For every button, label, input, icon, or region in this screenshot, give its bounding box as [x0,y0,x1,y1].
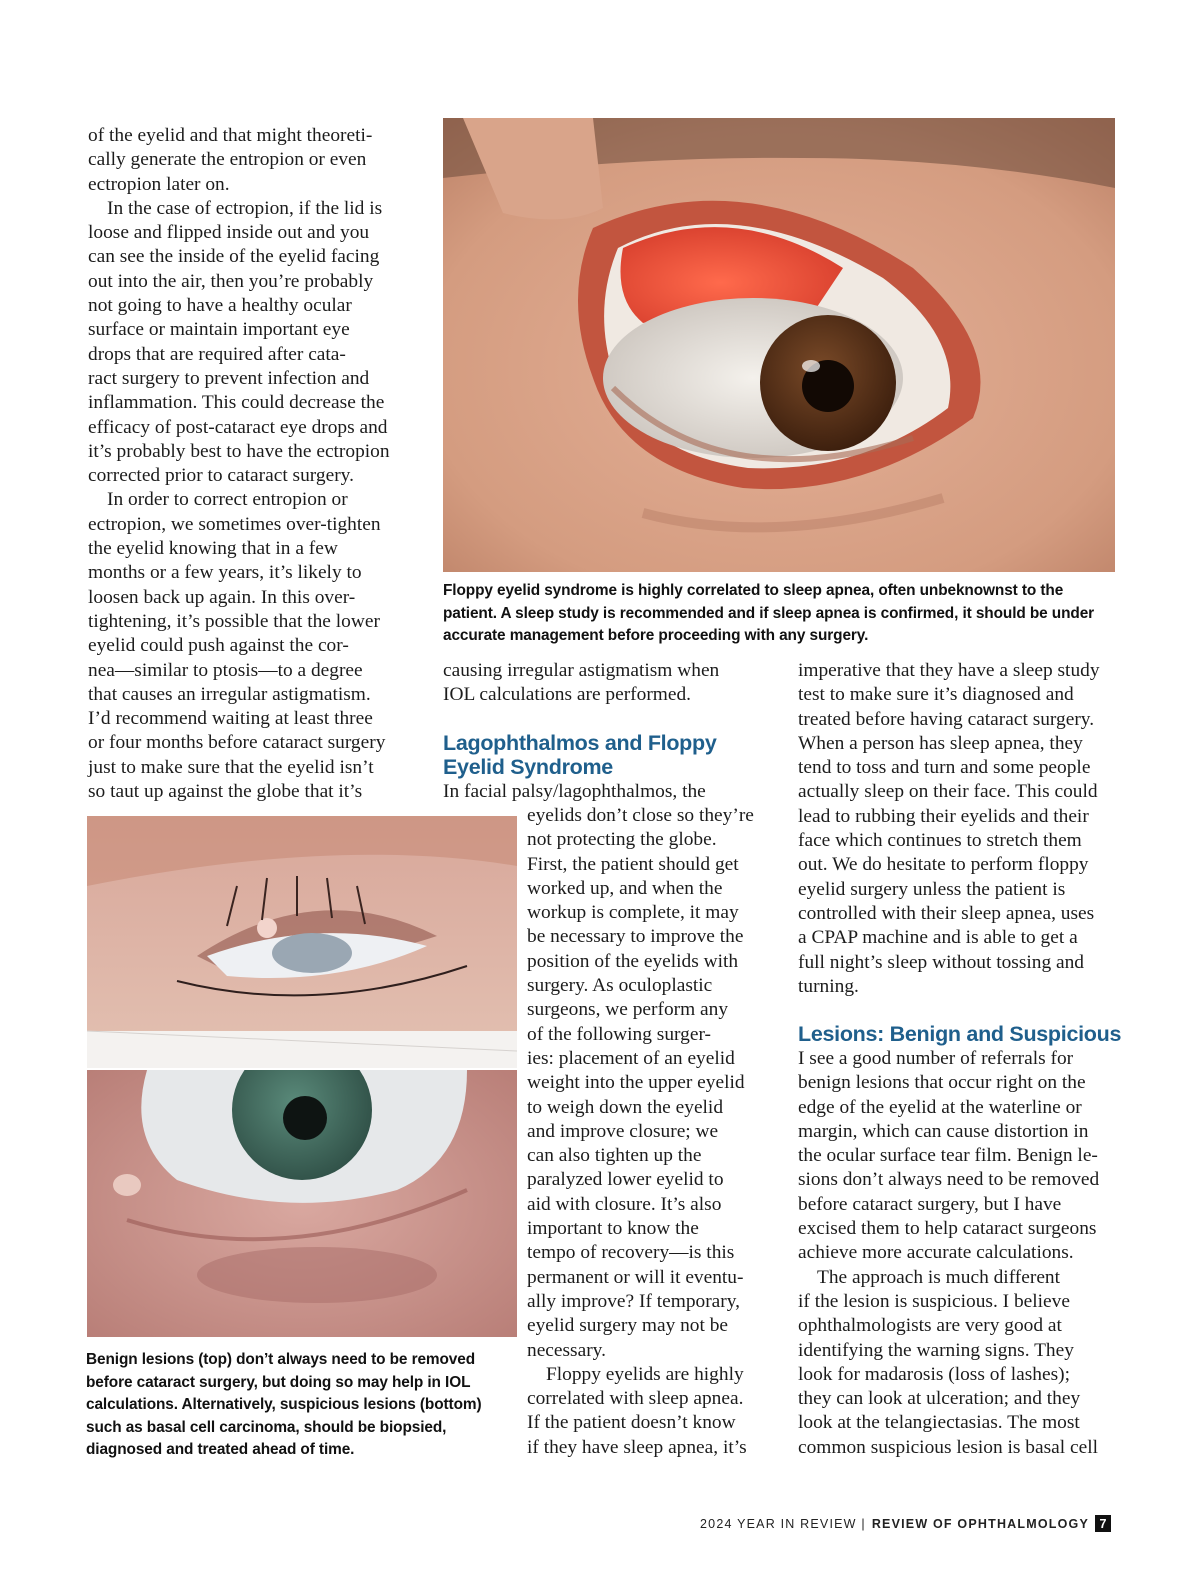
text-line: and improve closure; we [527,1120,719,1142]
text-line: face which continues to stretch them [798,830,1082,852]
text-line: full night’s sleep without tossing and [798,951,1085,973]
text-line: a CPAP machine and is able to get a [798,927,1078,949]
benign-lesion-photo [87,816,517,1068]
text-line: tend to toss and turn and some people [798,757,1091,779]
text-line: the ocular surface tear film. Benign le- [798,1145,1098,1167]
text-line: drops that are required after cata- [88,343,346,365]
section-heading-lagophthalmos [443,731,717,779]
text-line: inflammation. This could decrease the [88,392,385,414]
text-line: correlated with sleep apnea. [527,1388,744,1410]
text-line: such as basal cell carcinoma, should be biopsied, [86,1418,447,1436]
text-line: When a person has sleep apnea, they [798,732,1083,754]
text-line: eyelid surgery may not be [527,1315,729,1337]
text-line: if they have sleep apnea, it’s [527,1436,747,1458]
text-line: nea—similar to ptosis—to a degree [88,659,363,681]
text-line: actually sleep on their face. This could [798,781,1098,803]
text-line: permanent or will it eventu- [527,1266,744,1288]
text-line: not protecting the globe. [527,829,717,851]
text-line: common suspicious lesion is basal cell [798,1436,1098,1458]
text-line: to weigh down the eyelid [527,1096,724,1118]
text-line: ectropion later on. [88,173,230,195]
text-line: sions don’t always need to be removed [798,1169,1100,1191]
text-line: be necessary to improve the [527,926,744,948]
text-line: of the following surger- [527,1023,711,1045]
text-line: surgeons, we perform any [527,999,729,1021]
page-number: 7 [1095,1515,1111,1532]
text-line: surgery. As oculoplastic [527,975,713,997]
text-line: out into the air, then you’re probably [88,270,374,292]
footer-prefix: 2024 YEAR IN REVIEW | [700,1516,866,1531]
text-line: cally generate the entropion or even [88,149,367,171]
text-line: that causes an irregular astigmatism. [88,683,371,705]
text-line: before cataract surgery, but I have [798,1193,1062,1215]
suspicious-lesion-image [87,1070,517,1337]
middle-column-text [527,804,754,1460]
text-line: eyelid surgery unless the patient is [798,878,1066,900]
text-line: turning. [798,975,859,997]
suspicious-lesion-photo [87,1070,517,1337]
text-line: Benign lesions (top) don’t always need to be removed [86,1351,476,1368]
text-line: edge of the eyelid at the waterline or [798,1096,1082,1118]
middle-column-top-text [443,659,719,708]
text-line: lead to rubbing their eyelids and their [798,805,1089,827]
text-line: accurate management before proceeding with any surgery. [443,627,869,644]
text-line: of the eyelid and that might theoreti- [88,125,373,146]
text-line: tempo of recovery—is this [527,1242,735,1264]
text-line: if the lesion is suspicious. I believe [798,1290,1070,1312]
text-line: First, the patient should get [527,853,739,875]
text-line: ectropion, we sometimes over-tighten [88,513,381,535]
text-line: imperative that they have a sleep study [798,660,1100,681]
floppy-eyelid-photo [443,118,1115,572]
text-line: excised them to help cataract surgeons [798,1218,1097,1240]
text-line: workup is complete, it may [527,902,739,924]
text-line: achieve more accurate calculations. [798,1242,1074,1264]
text-line: efficacy of post-cataract eye drops and [88,416,388,438]
text-line: identifying the warning signs. They [798,1339,1074,1361]
text-line: not going to have a healthy ocular [88,295,352,317]
text-line: The approach is much different [817,1266,1061,1288]
lesions-caption [86,1349,482,1462]
text-line: weight into the upper eyelid [527,1072,745,1094]
text-line: eyelids don’t close so they’re [527,805,754,826]
text-line: treated before having cataract surgery. [798,708,1095,730]
footer-publication: REVIEW OF OPHTHALMOLOGY [871,1516,1089,1531]
text-line: patient. A sleep study is recommended and if sleep apnea is confirmed, it should be under [443,604,1095,622]
text-line: test to make sure it’s diagnosed and [798,684,1074,706]
text-line: Floppy eyelid syndrome is highly correlated to sleep apnea, often unbeknownst to the [443,582,1064,599]
right-column-top-text [798,659,1100,999]
right-column-bottom-text [798,1047,1099,1460]
middle-column-first-line-wrap [443,780,706,804]
heading-line-2: Eyelid Syndrome [443,755,613,779]
text-line: calculations. Alternatively, suspicious lesions (bottom) [86,1396,482,1413]
text-line: so taut up against the globe that it’s [88,781,363,803]
text-line: worked up, and when the [527,877,723,899]
text-line: I’d recommend waiting at least three [88,708,373,730]
text-line: causing irregular astigmatism when [443,660,720,681]
text-line: eyelid could push against the cor- [88,635,349,657]
text-line: ophthalmologists are very good at [798,1315,1062,1337]
heading-line-1: Lagophthalmos and Floppy [443,731,717,755]
text-line: In order to correct entropion or [107,489,348,511]
text-line: out. We do hesitate to perform floppy [798,854,1089,876]
text-line: margin, which can cause distortion in [798,1120,1089,1142]
text-line: ract surgery to prevent infection and [88,367,370,389]
text-line: If the patient doesn’t know [527,1412,736,1434]
text-line: benign lesions that occur right on the [798,1072,1086,1094]
text-line: necessary. [527,1339,606,1361]
text-line: tightening, it’s possible that the lower [88,610,380,632]
left-column-text [88,124,390,804]
text-line: paralyzed lower eyelid to [527,1169,724,1191]
text-line: can see the inside of the eyelid facing [88,246,380,268]
text-line: corrected prior to cataract surgery. [88,465,354,487]
text-line: they can look at ulceration; and they [798,1388,1081,1410]
text-line: Floppy eyelids are highly [546,1363,744,1385]
text-line: I see a good number of referrals for [798,1048,1074,1069]
section-heading-lesions: Lesions: Benign and Suspicious [798,1022,1122,1046]
text-line: look at the telangiectasias. The most [798,1412,1080,1434]
text-line: loosen back up again. In this over- [88,586,356,608]
text-line: controlled with their sleep apnea, uses [798,902,1095,924]
text-line: position of the eyelids with [527,950,739,972]
benign-lesion-image [87,816,517,1068]
text-line: the eyelid knowing that in a few [88,538,338,560]
text-line: it’s probably best to have the ectropion [88,440,390,462]
text-line: important to know the [527,1218,699,1240]
text-line: or four months before cataract surgery [88,732,386,754]
text-line: IOL calculations are performed. [443,684,692,706]
text-line: ies: placement of an eyelid [527,1047,735,1069]
text-line: loose and flipped inside out and you [88,222,370,244]
text-line: look for madarosis (loss of lashes); [798,1363,1070,1385]
floppy-eyelid-caption [443,580,1094,648]
middle-column-first-line: In facial palsy/lagophthalmos, the [443,781,706,802]
text-line: ally improve? If temporary, [527,1290,741,1312]
text-line: aid with closure. It’s also [527,1193,722,1215]
text-line: can also tighten up the [527,1145,702,1167]
page-footer [700,1515,1111,1532]
floppy-eyelid-image [443,118,1115,572]
text-line: In the case of ectropion, if the lid is [107,197,383,219]
text-line: months or a few years, it’s likely to [88,562,362,584]
text-line: diagnosed and treated ahead of time. [86,1441,355,1458]
text-line: just to make sure that the eyelid isn’t [88,756,374,778]
text-line: before cataract surgery, but doing so may help in IOL [86,1373,471,1391]
text-line: surface or maintain important eye [88,319,350,341]
